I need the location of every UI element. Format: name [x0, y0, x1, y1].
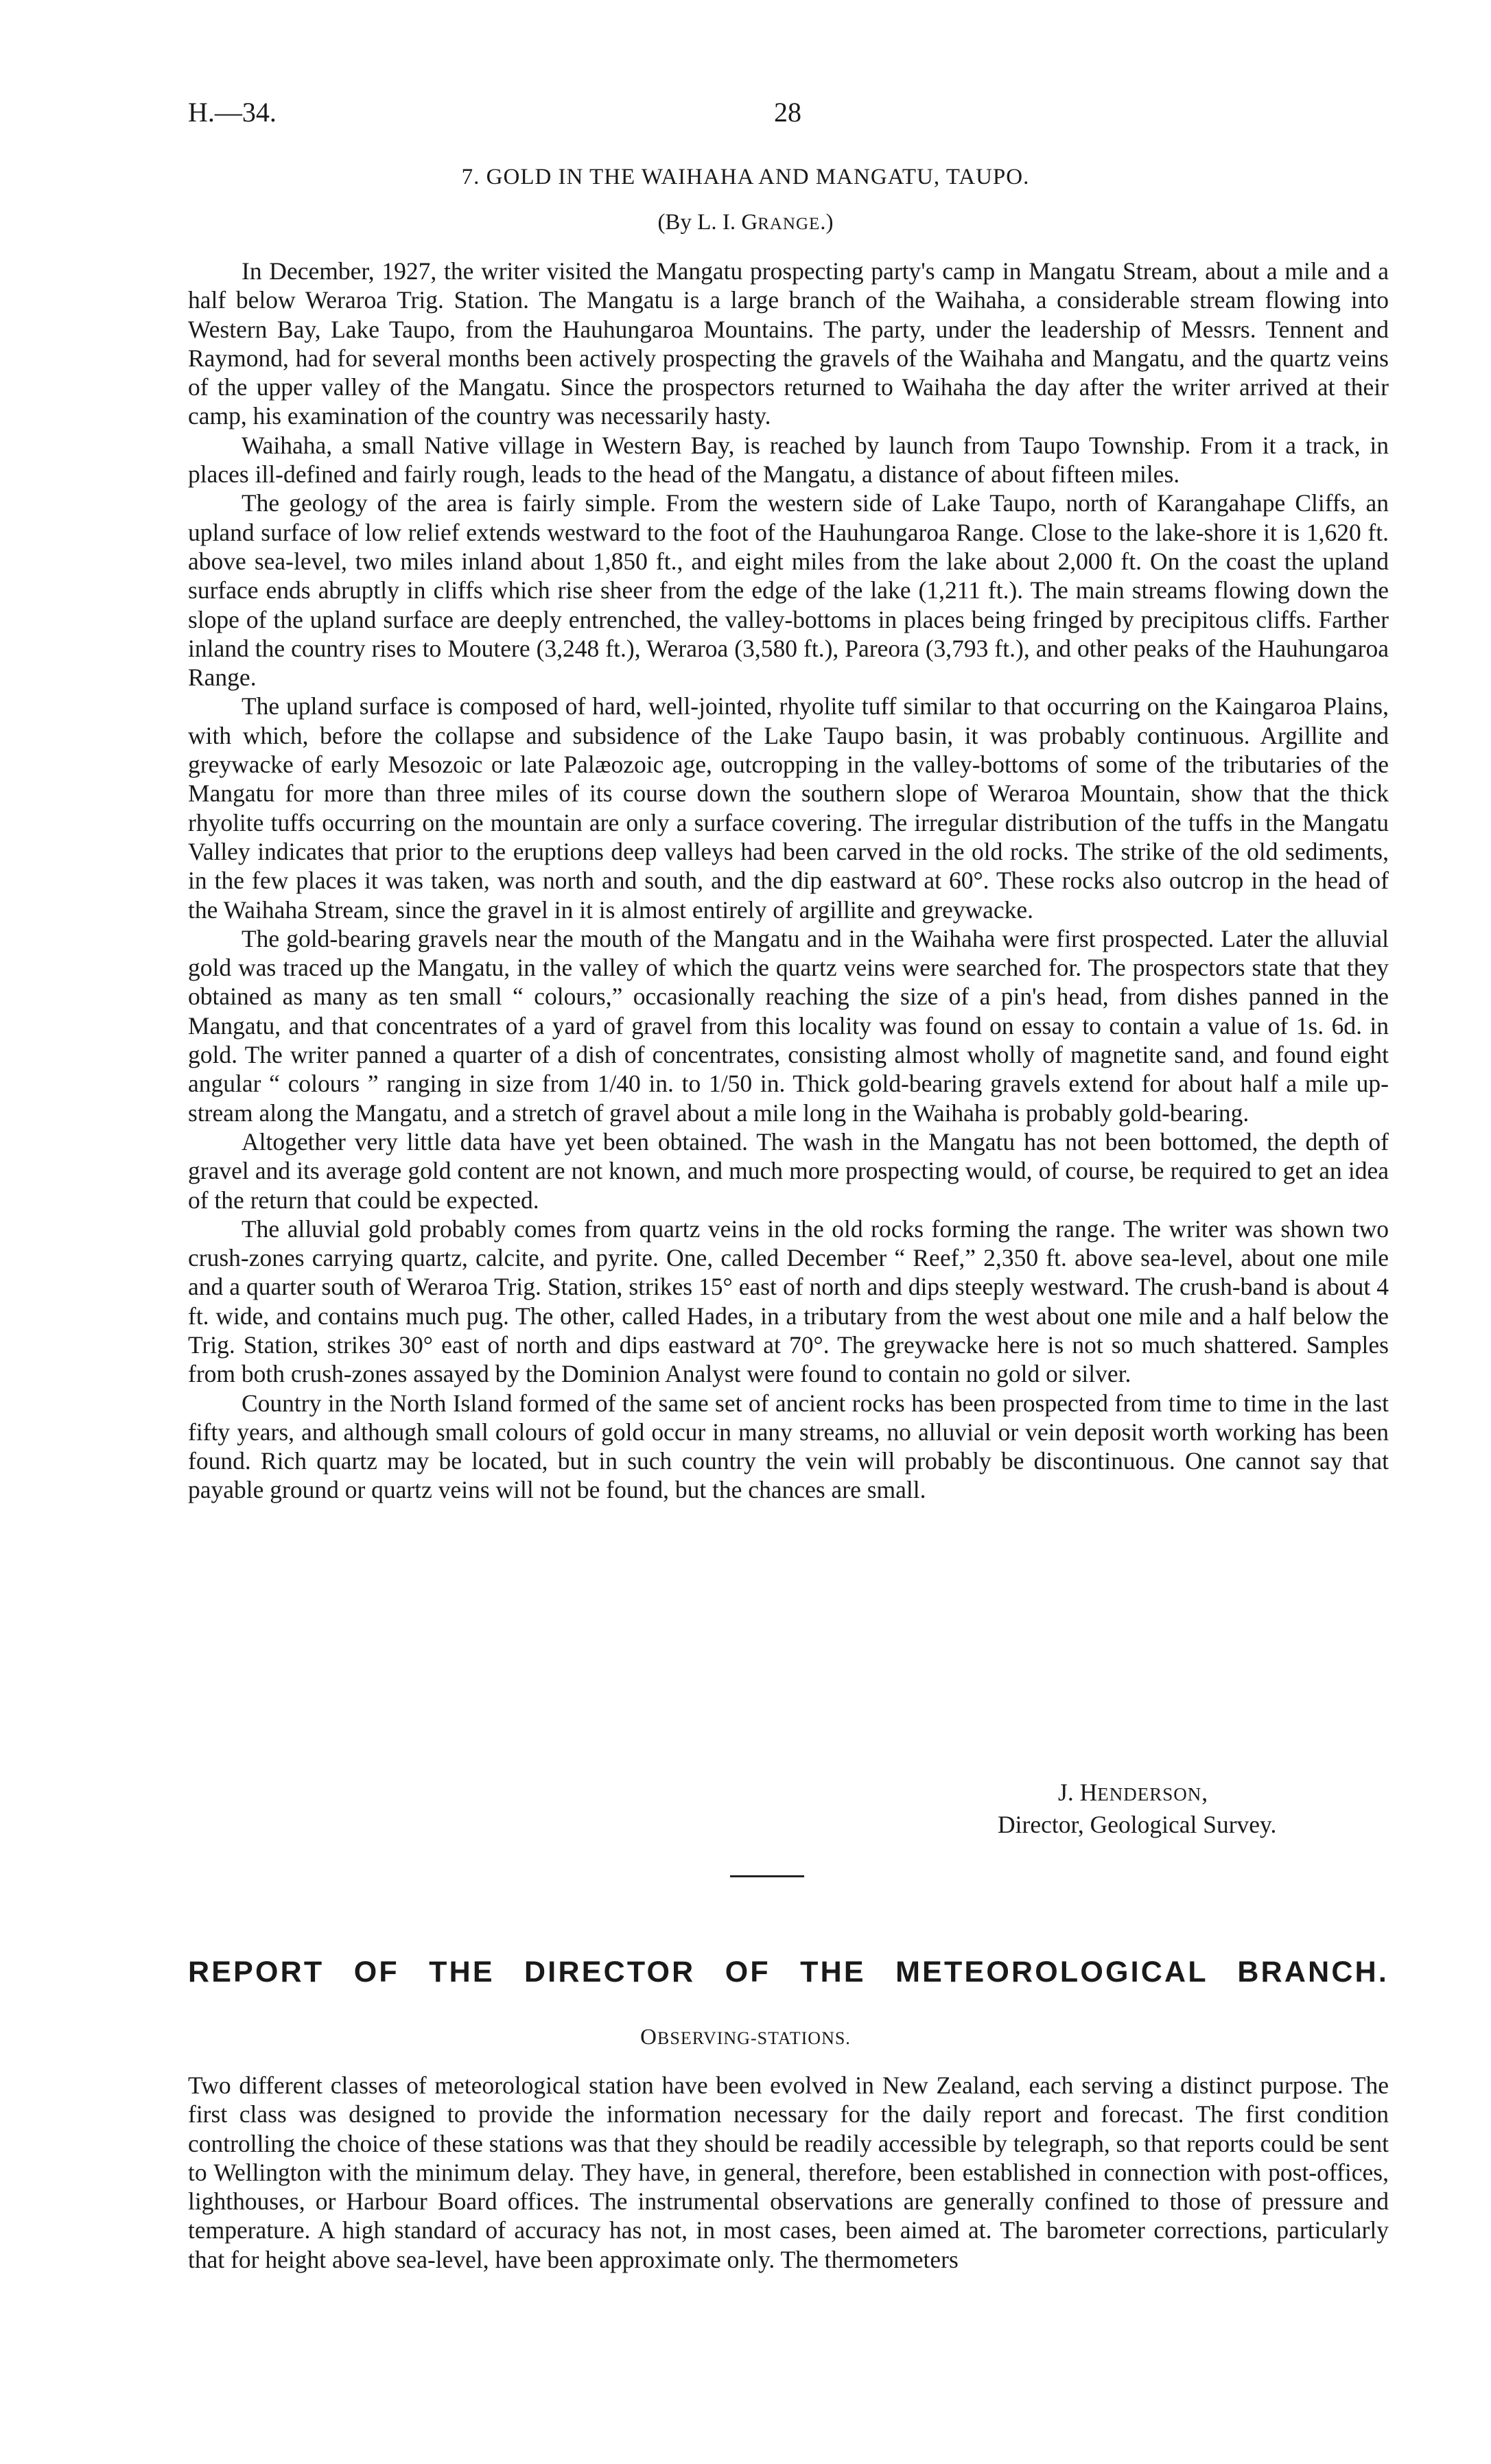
article-paragraph: Country in the North Island formed of the same set of ancient rocks has been prospected from time to time in the last fifty years, and although small colours of gold occur in many streams, no alluvial or vein deposit worth working has been found. Rich quartz may be located, but in such country the vein will probably be discontinuous. One cannot say that payable ground or quartz veins will not be found, but the chances are small. [188, 1389, 1389, 1504]
byline-suffix: .) [820, 210, 834, 235]
byline-name-rest: RANGE [758, 215, 821, 233]
byline-prefix: (By L. I. [657, 210, 742, 235]
article-paragraph: Altogether very little data have yet been obtained. The wash in the Mangatu has not been bottomed, the depth of gravel and its average gold content are not known, and much more prospecting would, of course, be required to get an idea of the return that could be expected. [188, 1127, 1389, 1214]
article-paragraph: The alluvial gold probably comes from quartz veins in the old rocks forming the range. The writer was shown two crush-zones carrying quartz, calcite, and pyrite. One, called December “ Reef,” 2,350 ft. above sea-level, about one mile and a quarter south of Weraroa Trig. Station, strikes 15° east of north and dips steeply westward. The crush-band is about 4 ft. wide, and contains much pug. The other, called Hades, in a tributary from the west about one mile and a half below the Trig. Station, strikes 30° east of north and dips eastward at 70°. The greywacke here is not so much shattered. Samples from both crush-zones assayed by the Dominion Analyst were found to contain no gold or silver. [188, 1215, 1389, 1388]
section-heading-rest: BSERVING-STATIONS. [657, 2028, 851, 2048]
article-paragraph: In December, 1927, the writer visited the Mangatu prospecting party's camp in Mangatu Stream, about a mile and a half below Weraroa Trig. Station. The Mangatu is a large branch of the Waihaha, a considerable stream flowing into Western Bay, Lake Taupo, from the Hauhungaroa Mountains. The party, under the leadership of Messrs. Tennent and Raymond, had for several months been actively prospecting the gravels of the Waihaha and Mangatu, and the quartz veins of the upper valley of the Mangatu. Since the prospectors returned to Waihaha the day after the writer arrived at their camp, his examination of the country was necessarily hasty. [188, 257, 1389, 430]
report-title: REPORT OF THE DIRECTOR OF THE METEOROLOGICAL BRANCH. [188, 1956, 1389, 1988]
signature-block [988, 1777, 1389, 1840]
signature-name [988, 1777, 1389, 1809]
article-paragraph: The upland surface is composed of hard, well-jointed, rhyolite tuff similar to that occurring on the Kaingaroa Plains, with which, before the collapse and subsidence of the Lake Taupo basin, it was probably continuous. Argillite and greywacke of early Mesozoic or late Palæozoic age, outcropping in the valley-bottoms of some of the tributaries of the Mangatu for more than three miles of its course down the southern slope of Weraroa Mountain, show that the thick rhyolite tuffs occurring on the mountain are only a surface covering. The irregular distribution of the tuffs in the Mangatu Valley indicates that prior to the eruptions deep valleys had been carved in the old rocks. The strike of the old sediments, in the few places it was taken, was north and south, and the dip eastward at 60°. These rocks also outcrop in the head of the Waihaha Stream, since the gravel in it is almost entirely of argillite and greywacke. [188, 692, 1389, 924]
article-paragraph: The gold-bearing gravels near the mouth of the Mangatu and in the Waihaha were first prospected. Later the alluvial gold was traced up the Mangatu, in the valley of which the quartz veins were searched for. The prospectors state that they obtained as many as ten small “ colours,” occasionally reaching the size of a pin's head, from dishes panned in the Mangatu, and that concentrates of a yard of gravel from this locality was found on essay to contain a value of 1s. 6d. in gold. The writer panned a quarter of a dish of concentrates, consisting almost wholly of magnetite sand, and found eight angular “ colours ” ranging in size from 1/40 in. to 1/50 in. Thick gold-bearing gravels extend for about half a mile up-stream along the Mangatu, and a stretch of gravel about a mile long in the Waihaha is probably gold-bearing. [188, 924, 1389, 1127]
article-title: 7. GOLD IN THE WAIHAHA AND MANGATU, TAUPO. [461, 165, 1030, 189]
byline-name-initial: G [741, 210, 758, 235]
article-byline [0, 210, 1491, 235]
report-body [188, 2071, 1389, 2274]
section-heading [0, 2025, 1491, 2050]
article-body [188, 257, 1389, 1505]
section-heading-cap: O [640, 2025, 658, 2050]
signature-name-rest: ENDERSON [1097, 1784, 1202, 1805]
signature-name-end: , [1201, 1779, 1208, 1806]
signature-title: Director, Geological Survey. [998, 1811, 1277, 1838]
signature-name-cap: H [1079, 1779, 1098, 1806]
section-divider [730, 1875, 804, 1877]
article-paragraph: The geology of the area is fairly simple. From the western side of Lake Taupo, north of Karangahape Cliffs, an upland surface of low relief extends westward to the foot of the Hauhungaroa Range. Close to the lake-shore it is 1,620 ft. above sea-level, two miles inland about 1,850 ft., and eight miles from the lake about 2,000 ft. On the coast the upland surface ends abruptly in cliffs which rise sheer from the edge of the lake (1,211 ft.). The main streams flowing down the slope of the upland surface are deeply entrenched, the valley-bottoms in places being fringed by precipitous cliffs. Farther inland the country rises to Moutere (3,248 ft.), Weraroa (3,580 ft.), Pareora (3,793 ft.), and other peaks of the Hauhungaroa Range. [188, 489, 1389, 692]
signature-initial: J. [1058, 1779, 1080, 1806]
document-reference: H.—34. [188, 97, 277, 128]
article-paragraph: Waihaha, a small Native village in Western Bay, is reached by launch from Taupo Township. From it a track, in places ill-defined and fairly rough, leads to the head of the Mangatu, a distance of about fifteen miles. [188, 431, 1389, 489]
page-number: 28 [774, 97, 801, 128]
report-paragraph: Two different classes of meteorological station have been evolved in New Zealand, each serving a distinct purpose. The first class was designed to provide the information necessary for the daily report and forecast. The first condition controlling the choice of these stations was that they should be readily accessible by telegraph, so that reports could be sent to Wellington with the minimum delay. They have, in general, therefore, been established in connection with post-offices, lighthouses, or Harbour Board offices. The instrumental observations are generally confined to those of pressure and temperature. A high standard of accuracy has not, in most cases, been aimed at. The barometer corrections, particularly that for height above sea-level, have been approximate only. The thermometers [188, 2072, 1389, 2273]
